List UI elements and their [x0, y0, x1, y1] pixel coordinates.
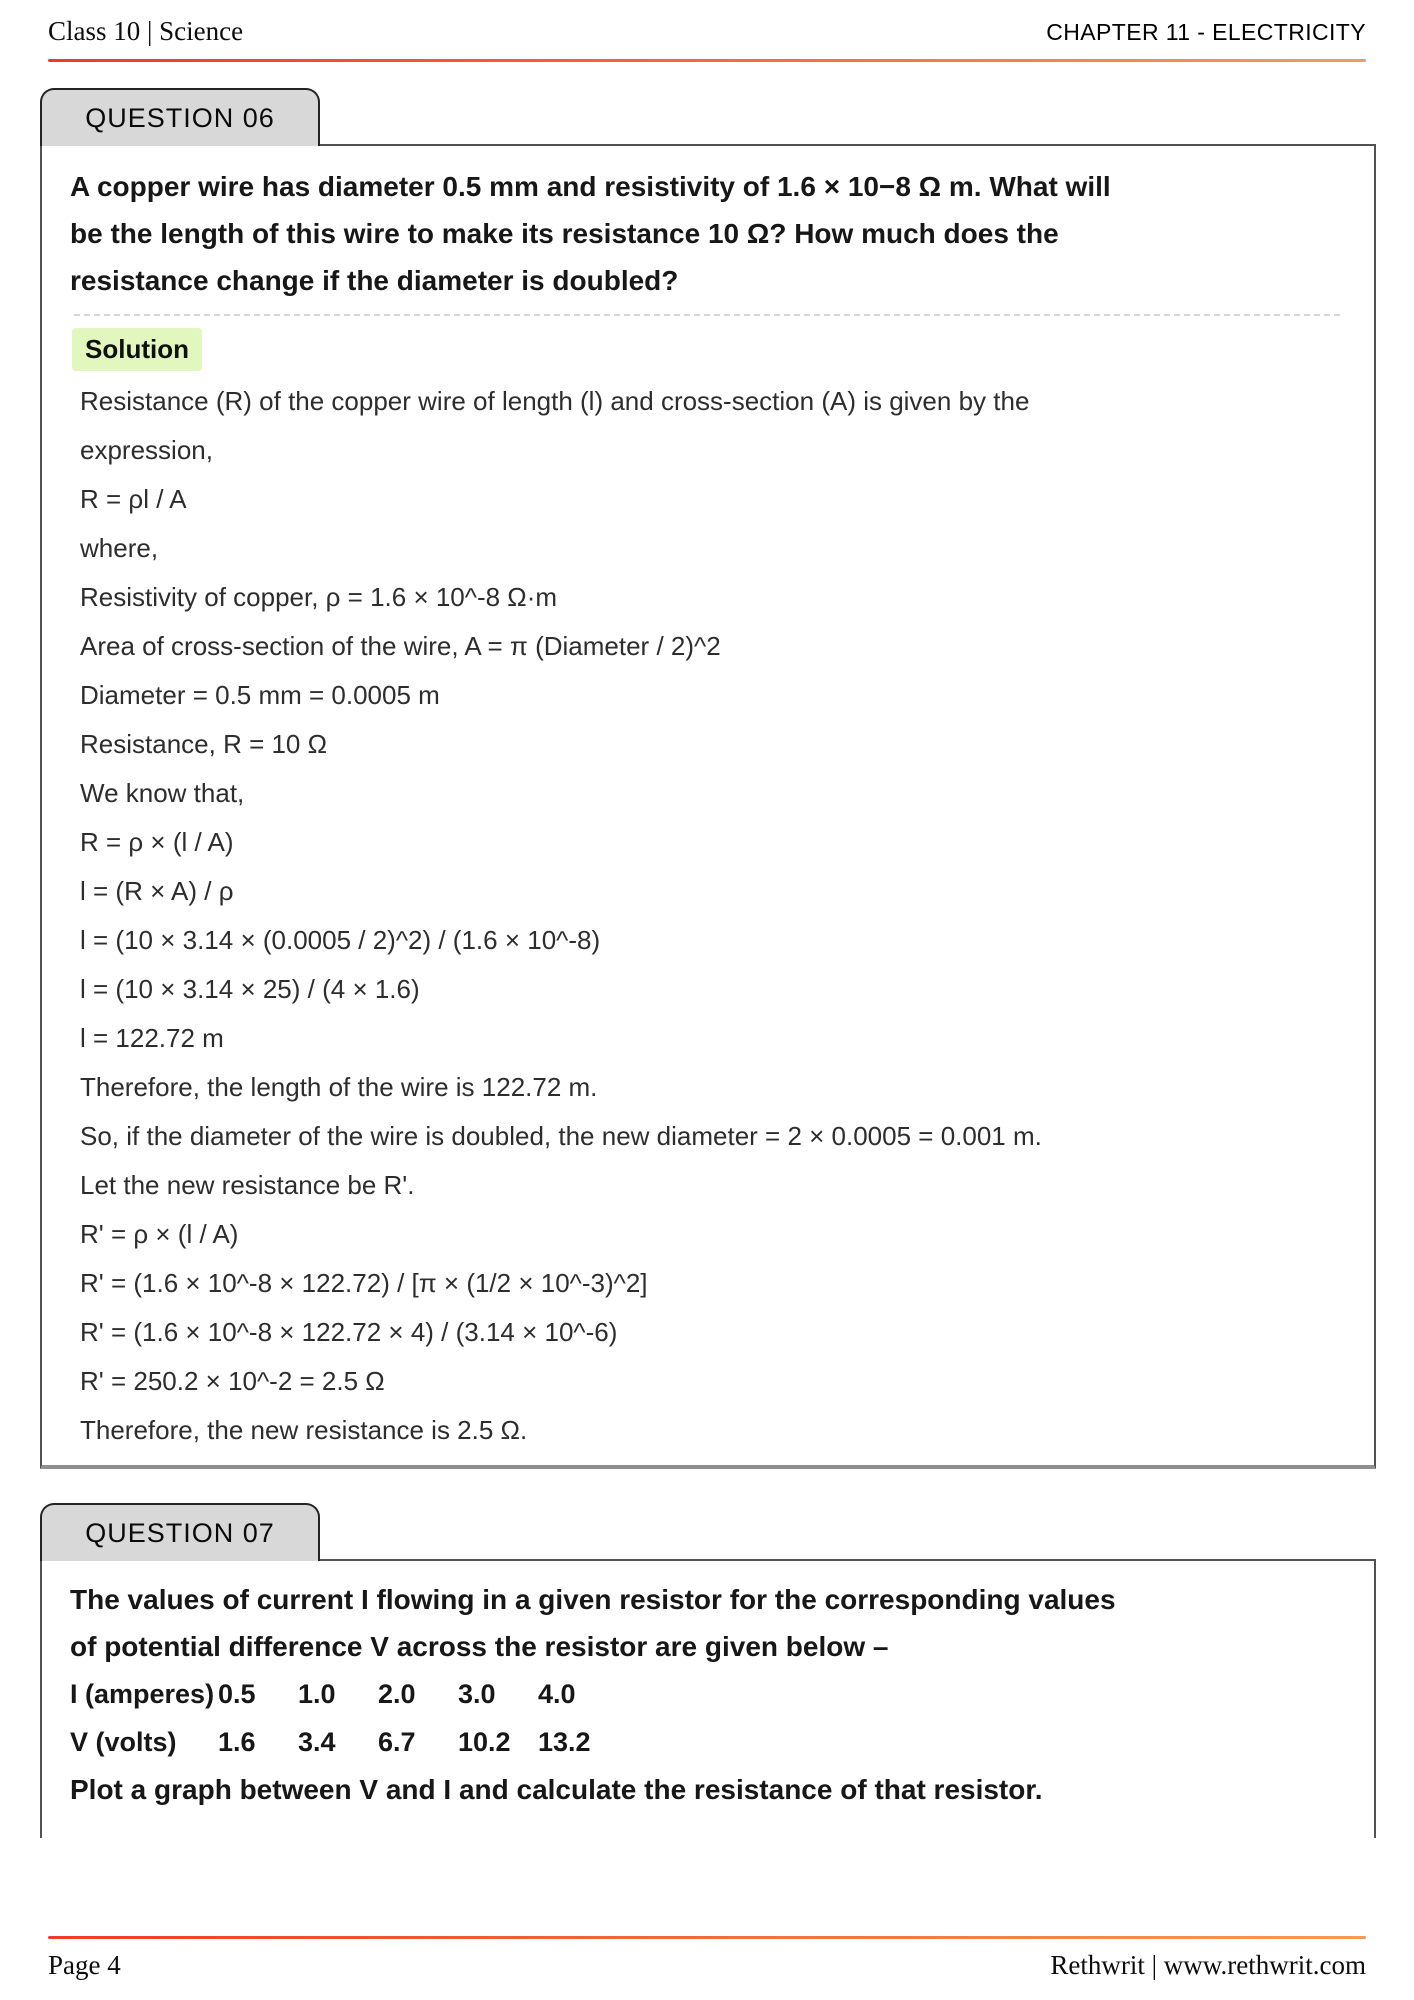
text-line: The values of current I flowing in a given resistor for the corresponding values — [70, 1584, 1116, 1615]
table-cell: 4.0 — [538, 1679, 576, 1709]
question-06-tab: QUESTION 06 — [40, 88, 320, 146]
text-line: l = 122.72 m — [80, 1023, 224, 1053]
current-row-values — [218, 1679, 618, 1709]
table-cell: 0.5 — [218, 1679, 256, 1709]
text-line: expression, — [80, 435, 213, 465]
text-line: resistance change if the diameter is doubled? — [70, 265, 679, 296]
text-line: A copper wire has diameter 0.5 mm and resistivity of 1.6 × 10−8 Ω m. What will — [70, 171, 1111, 202]
page-header — [48, 16, 1366, 47]
course-title: Class 10 | Science — [48, 16, 244, 46]
question-solution-divider — [74, 314, 1340, 316]
text-line: Therefore, the new resistance is 2.5 Ω. — [80, 1415, 528, 1445]
question-07-text — [70, 1576, 1344, 1670]
text-line: So, if the diameter of the wire is doubled, the new diameter = 2 × 0.0005 = 0.001 m. — [80, 1121, 1042, 1151]
question-07-box — [40, 1559, 1376, 1838]
question-07-section — [40, 1503, 1376, 1838]
text-line: where, — [80, 533, 159, 563]
page-number: Page 4 — [48, 1950, 121, 1980]
text-line: Let the new resistance be R'. — [80, 1170, 415, 1200]
text-line: R' = 250.2 × 10^-2 = 2.5 Ω — [80, 1366, 385, 1396]
publisher-credit: Rethwrit | www.rethwrit.com — [1050, 1950, 1366, 1980]
solution-text — [70, 377, 1344, 1455]
table-cell: 1.6 — [218, 1727, 256, 1757]
question-06-text — [70, 163, 1344, 304]
question-06-box — [40, 144, 1376, 1469]
header-divider-rule — [48, 59, 1366, 62]
text-line: be the length of this wire to make its resistance 10 Ω? How much does the — [70, 218, 1059, 249]
current-row-label: I (amperes) — [70, 1679, 215, 1709]
question-07-closing-text: Plot a graph between V and I and calculate the resistance of that resistor. — [70, 1774, 1043, 1805]
question-07-tab: QUESTION 07 — [40, 1503, 320, 1561]
footer-divider-rule — [48, 1936, 1366, 1939]
text-line: R = ρ × (l / A) — [80, 827, 234, 857]
text-line: R' = ρ × (l / A) — [80, 1219, 239, 1249]
table-cell: 3.4 — [298, 1727, 336, 1757]
text-line: R' = (1.6 × 10^-8 × 122.72 × 4) / (3.14 × 10^-6) — [80, 1317, 618, 1347]
text-line: R = ρl / A — [80, 484, 187, 514]
text-line: l = (10 × 3.14 × 25) / (4 × 1.6) — [80, 974, 420, 1004]
text-line: R' = (1.6 × 10^-8 × 122.72) / [π × (1/2 × 10^-3)^2] — [80, 1268, 648, 1298]
text-line: l = (10 × 3.14 × (0.0005 / 2)^2) / (1.6 × 10^-8) — [80, 925, 601, 955]
text-line: Resistivity of copper, ρ = 1.6 × 10^-8 Ω·m — [80, 582, 558, 612]
table-cell: 1.0 — [298, 1679, 336, 1709]
voltage-row-label: V (volts) — [70, 1727, 177, 1757]
text-line: l = (R × A) / ρ — [80, 876, 234, 906]
text-line: of potential difference V across the resistor are given below – — [70, 1631, 889, 1662]
text-line: Therefore, the length of the wire is 122.72 m. — [80, 1072, 598, 1102]
solution-label: Solution — [72, 328, 202, 371]
question-06-section — [40, 88, 1376, 1469]
table-cell: 2.0 — [378, 1679, 416, 1709]
table-cell: 13.2 — [538, 1727, 591, 1757]
voltage-values-row — [70, 1718, 1344, 1766]
page-footer — [48, 1950, 1366, 1981]
text-line: Resistance, R = 10 Ω — [80, 729, 328, 759]
text-line: We know that, — [80, 778, 245, 808]
voltage-row-values — [218, 1727, 618, 1757]
table-cell: 6.7 — [378, 1727, 416, 1757]
text-line: Area of cross-section of the wire, A = π (Diameter / 2)^2 — [80, 631, 721, 661]
current-values-row — [70, 1670, 1344, 1718]
text-line: Diameter = 0.5 mm = 0.0005 m — [80, 680, 440, 710]
table-cell: 3.0 — [458, 1679, 496, 1709]
table-cell: 10.2 — [458, 1727, 511, 1757]
text-line: Resistance (R) of the copper wire of length (l) and cross-section (A) is given by the — [80, 386, 1030, 416]
chapter-title: CHAPTER 11 - ELECTRICITY — [1046, 19, 1366, 45]
